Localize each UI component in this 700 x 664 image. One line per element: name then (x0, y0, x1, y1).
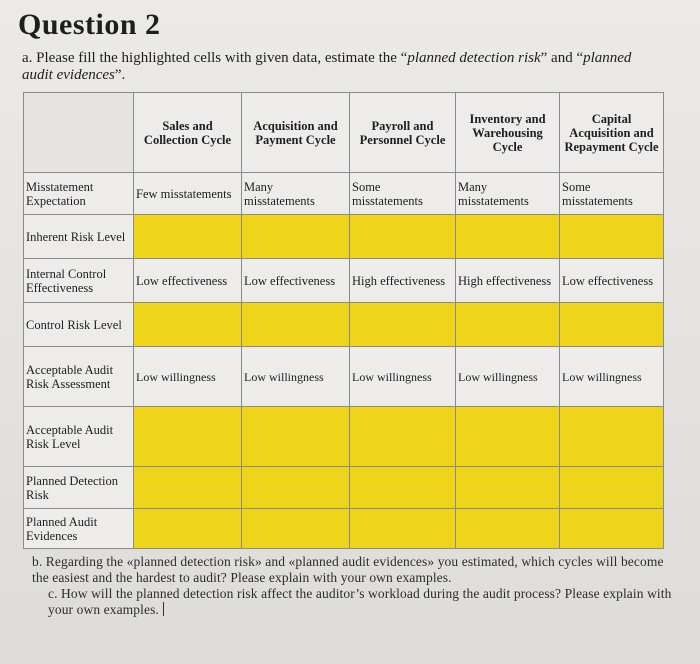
row-label: Inherent Risk Level (24, 215, 134, 259)
part-a-prefix: a. Please fill the highlighted cells with given data, estimate the “ (22, 50, 408, 66)
highlighted-cell[interactable] (242, 467, 350, 509)
highlighted-cell[interactable] (560, 407, 664, 467)
row-label: Internal Control Effectiveness (24, 259, 134, 303)
table-cell: Few misstatements (134, 173, 242, 215)
highlighted-cell[interactable] (456, 215, 560, 259)
table-cell: Low effectiveness (134, 259, 242, 303)
table-row (24, 259, 664, 303)
table-cell: Some misstatements (350, 173, 456, 215)
highlighted-cell[interactable] (134, 509, 242, 549)
table-cell: High effectiveness (456, 259, 560, 303)
part-a-instructions (22, 50, 662, 84)
header-row (24, 93, 664, 173)
row-label: Planned Detection Risk (24, 467, 134, 509)
table-cell: Low willingness (560, 347, 664, 407)
highlighted-cell[interactable] (560, 215, 664, 259)
table-cell: Many misstatements (456, 173, 560, 215)
highlighted-cell[interactable] (134, 303, 242, 347)
highlighted-cell[interactable] (134, 467, 242, 509)
highlighted-cell[interactable] (456, 467, 560, 509)
table-cell: Low willingness (242, 347, 350, 407)
col-header-sales: Sales and Collection Cycle (134, 93, 242, 173)
highlighted-cell[interactable] (350, 509, 456, 549)
highlighted-cell[interactable] (350, 467, 456, 509)
table-row (24, 347, 664, 407)
highlighted-cell[interactable] (560, 509, 664, 549)
table-row (24, 303, 664, 347)
col-header-payroll: Payroll and Personnel Cycle (350, 93, 456, 173)
table-row (24, 467, 664, 509)
part-c-question[interactable] (32, 586, 672, 618)
highlighted-cell[interactable] (560, 467, 664, 509)
highlighted-cell[interactable] (456, 509, 560, 549)
text-cursor (163, 602, 164, 616)
table-cell: Some misstatements (560, 173, 664, 215)
part-c-text: c. How will the planned detection risk affect the auditor’s workload during the audit process? Please explain with your own examples. (48, 586, 672, 617)
table-row (24, 509, 664, 549)
table-cell: Low willingness (456, 347, 560, 407)
part-a-em-audit-evidences: planned audit evidences (22, 50, 632, 83)
header-corner (24, 93, 134, 173)
table-cell: Low effectiveness (560, 259, 664, 303)
col-header-inventory: Inventory and Warehousing Cycle (456, 93, 560, 173)
highlighted-cell[interactable] (350, 215, 456, 259)
row-label: Planned Audit Evidences (24, 509, 134, 549)
table-cell: Low willingness (350, 347, 456, 407)
table-row (24, 407, 664, 467)
table-row (24, 215, 664, 259)
row-label: Acceptable Audit Risk Level (24, 407, 134, 467)
col-header-capital: Capital Acquisition and Repayment Cycle (560, 93, 664, 173)
highlighted-cell[interactable] (456, 407, 560, 467)
table-row (24, 173, 664, 215)
highlighted-cell[interactable] (134, 215, 242, 259)
highlighted-cell[interactable] (456, 303, 560, 347)
highlighted-cell[interactable] (350, 407, 456, 467)
highlighted-cell[interactable] (242, 509, 350, 549)
part-b-question: b. Regarding the «planned detection risk» and «planned audit evidences» you estimated, which cycles will become the easiest and the hardest to audit? Please explain with your own examples. (32, 554, 664, 585)
col-header-acquisition: Acquisition and Payment Cycle (242, 93, 350, 173)
highlighted-cell[interactable] (242, 407, 350, 467)
part-a-mid: ” and “ (540, 50, 584, 66)
part-a-suffix: ”. (114, 67, 126, 83)
question-title: Question 2 (18, 8, 161, 41)
table-cell: Low willingness (134, 347, 242, 407)
table-cell: High effectiveness (350, 259, 456, 303)
table-cell: Many misstatements (242, 173, 350, 215)
risk-table (23, 92, 664, 549)
highlighted-cell[interactable] (242, 303, 350, 347)
follow-up-questions (32, 554, 672, 618)
highlighted-cell[interactable] (242, 215, 350, 259)
highlighted-cell[interactable] (134, 407, 242, 467)
row-label: Acceptable Audit Risk Assessment (24, 347, 134, 407)
highlighted-cell[interactable] (560, 303, 664, 347)
part-a-em-detection-risk: planned detection risk (407, 50, 541, 66)
table-cell: Low effectiveness (242, 259, 350, 303)
row-label: Control Risk Level (24, 303, 134, 347)
highlighted-cell[interactable] (350, 303, 456, 347)
row-label: Misstatement Expectation (24, 173, 134, 215)
